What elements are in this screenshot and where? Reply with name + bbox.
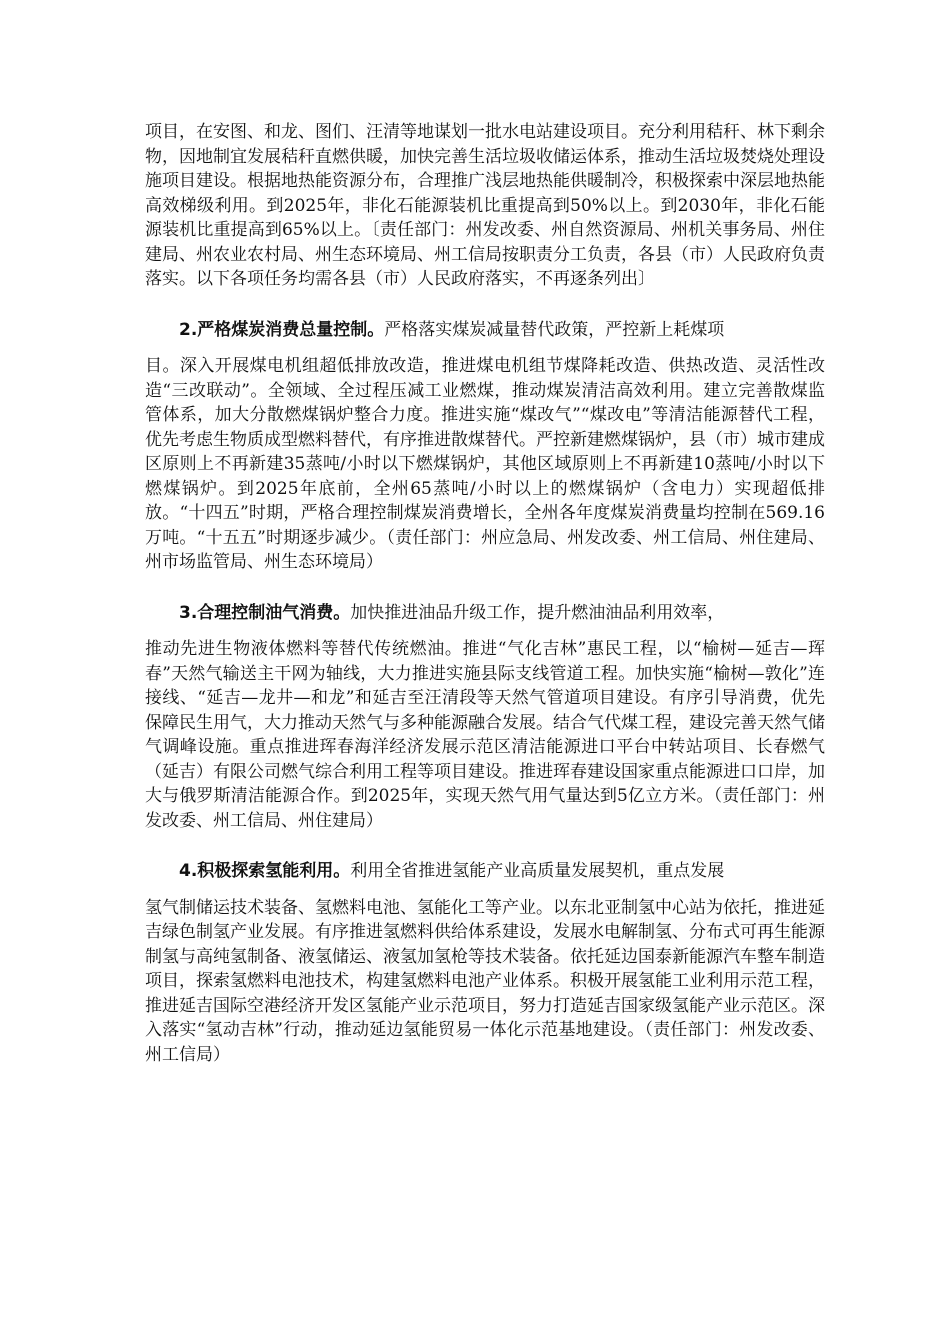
section-body: 目。深入开展煤电机组超低排放改造，推进煤电机组节煤降耗改造、供热改造、灵活性改造“三改联动”。全领域、全过程压减工业燃煤，推动煤炭清洁高效利用。建立完善散煤监管体系，加大分散燃煤锅炉整合力度。推进实施“煤改气”“煤改电”等清洁能源替代工程，优先考虑生物质成型燃料替代，有序推进散煤替代。严控新建燃煤锅炉，县（市）城市建成区原则上不再新建35蒸吨/小时以下燃煤锅炉，其他区域原则上不再新建10蒸吨/小时以下燃煤锅炉。到2025年底前，全州65蒸吨/小时以上的燃煤锅炉（含电力）实现超低排放。“十四五”时期，严格合理控制煤炭消费增长，全州各年度煤炭消费量均控制在569.16万吨。“十五五”时期逐步减少。（责任部门：州应急局、州发改委、州工信局、州住建局、州市场监管局、州生态环境局）	[145, 356, 825, 572]
document-page	[145, 120, 825, 1067]
section-title: 严格煤炭消费总量控制。	[197, 319, 385, 340]
section-heading	[145, 859, 825, 884]
section-oil-gas-control	[145, 601, 825, 834]
paragraph-spacer	[145, 833, 825, 859]
section-lead: 加快推进油品升级工作，提升燃油油品利用效率，	[350, 602, 725, 623]
section-title: 合理控制油气消费。	[197, 602, 351, 623]
section-hydrogen	[145, 859, 825, 1067]
section-body: 氢气制储运技术装备、氢燃料电池、氢能化工等产业。以东北亚制氢中心站为依托，推进延吉绿色制氢产业发展。有序推进氢燃料供给体系建设，发展水电解制氢、分布式可再生能源制氢与高纯氢制备、液氢储运、液氢加氢枪等技术装备。依托延边国泰新能源汽车整车制造项目，探索氢燃料电池技术，构建氢燃料电池产业体系。积极开展氢能工业利用示范工程，推进延吉国际空港经济开发区氢能产业示范项目，努力打造延吉国家级氢能产业示范区。深入落实“氢动吉林”行动，推动延边氢能贸易一体化示范基地建设。（责任部门：州发改委、州工信局）	[145, 897, 825, 1065]
section-lead: 利用全省推进氢能产业高质量发展契机，重点发展	[350, 861, 725, 881]
section-number: 2.	[179, 319, 198, 340]
section-heading	[145, 318, 825, 343]
section-number: 3.	[179, 602, 198, 623]
paragraph-spacer	[145, 575, 825, 601]
section-coal-control	[145, 318, 825, 575]
paragraph-spacer	[145, 292, 825, 318]
section-heading	[145, 601, 825, 626]
intro-paragraph: 项目，在安图、和龙、图们、汪清等地谋划一批水电站建设项目。充分利用秸秆、林下剩余物，因地制宜发展秸秆直燃供暖，加快完善生活垃圾收储运体系，推动生活垃圾焚烧处理设施项目建设。根据地热能资源分布，合理推广浅层地热能供暖制冷，积极探索中深层地热能高效梯级利用。到2025年，非化石能源装机比重提高到50%以上。到2030年，非化石能源装机比重提高到65%以上。〔责任部门：州发改委、州自然资源局、州机关事务局、州住建局、州农业农村局、州生态环境局、州工信局按职责分工负责，各县（市）人民政府负责落实。以下各项任务均需各县（市）人民政府落实，不再逐条列出〕	[145, 122, 825, 289]
section-lead: 严格落实煤炭减量替代政策，严控新上耗煤项	[384, 319, 725, 340]
section-title: 积极探索氢能利用。	[197, 861, 351, 881]
section-body: 推动先进生物液体燃料等替代传统燃油。推进“气化吉林”惠民工程，以“榆树—延吉—珲春”天然气输送主干网为轴线，大力推进实施县际支线管道工程。加快实施“榆树—敦化”连接线、“延吉—龙井—和龙”和延吉至汪清段等天然气管道项目建设。有序引导消费，优先保障民生用气，大力推动天然气与多种能源融合发展。结合气代煤工程，建设完善天然气储气调峰设施。重点推进珲春海洋经济发展示范区清洁能源进口平台中转站项目、长春燃气（延吉）有限公司燃气综合利用工程等项目建设。推进珲春建设国家重点能源进口口岸，加大与俄罗斯清洁能源合作。到2025年，实现天然气用气量达到5亿立方米。（责任部门：州发改委、州工信局、州住建局）	[145, 639, 825, 831]
section-number: 4.	[179, 861, 198, 881]
